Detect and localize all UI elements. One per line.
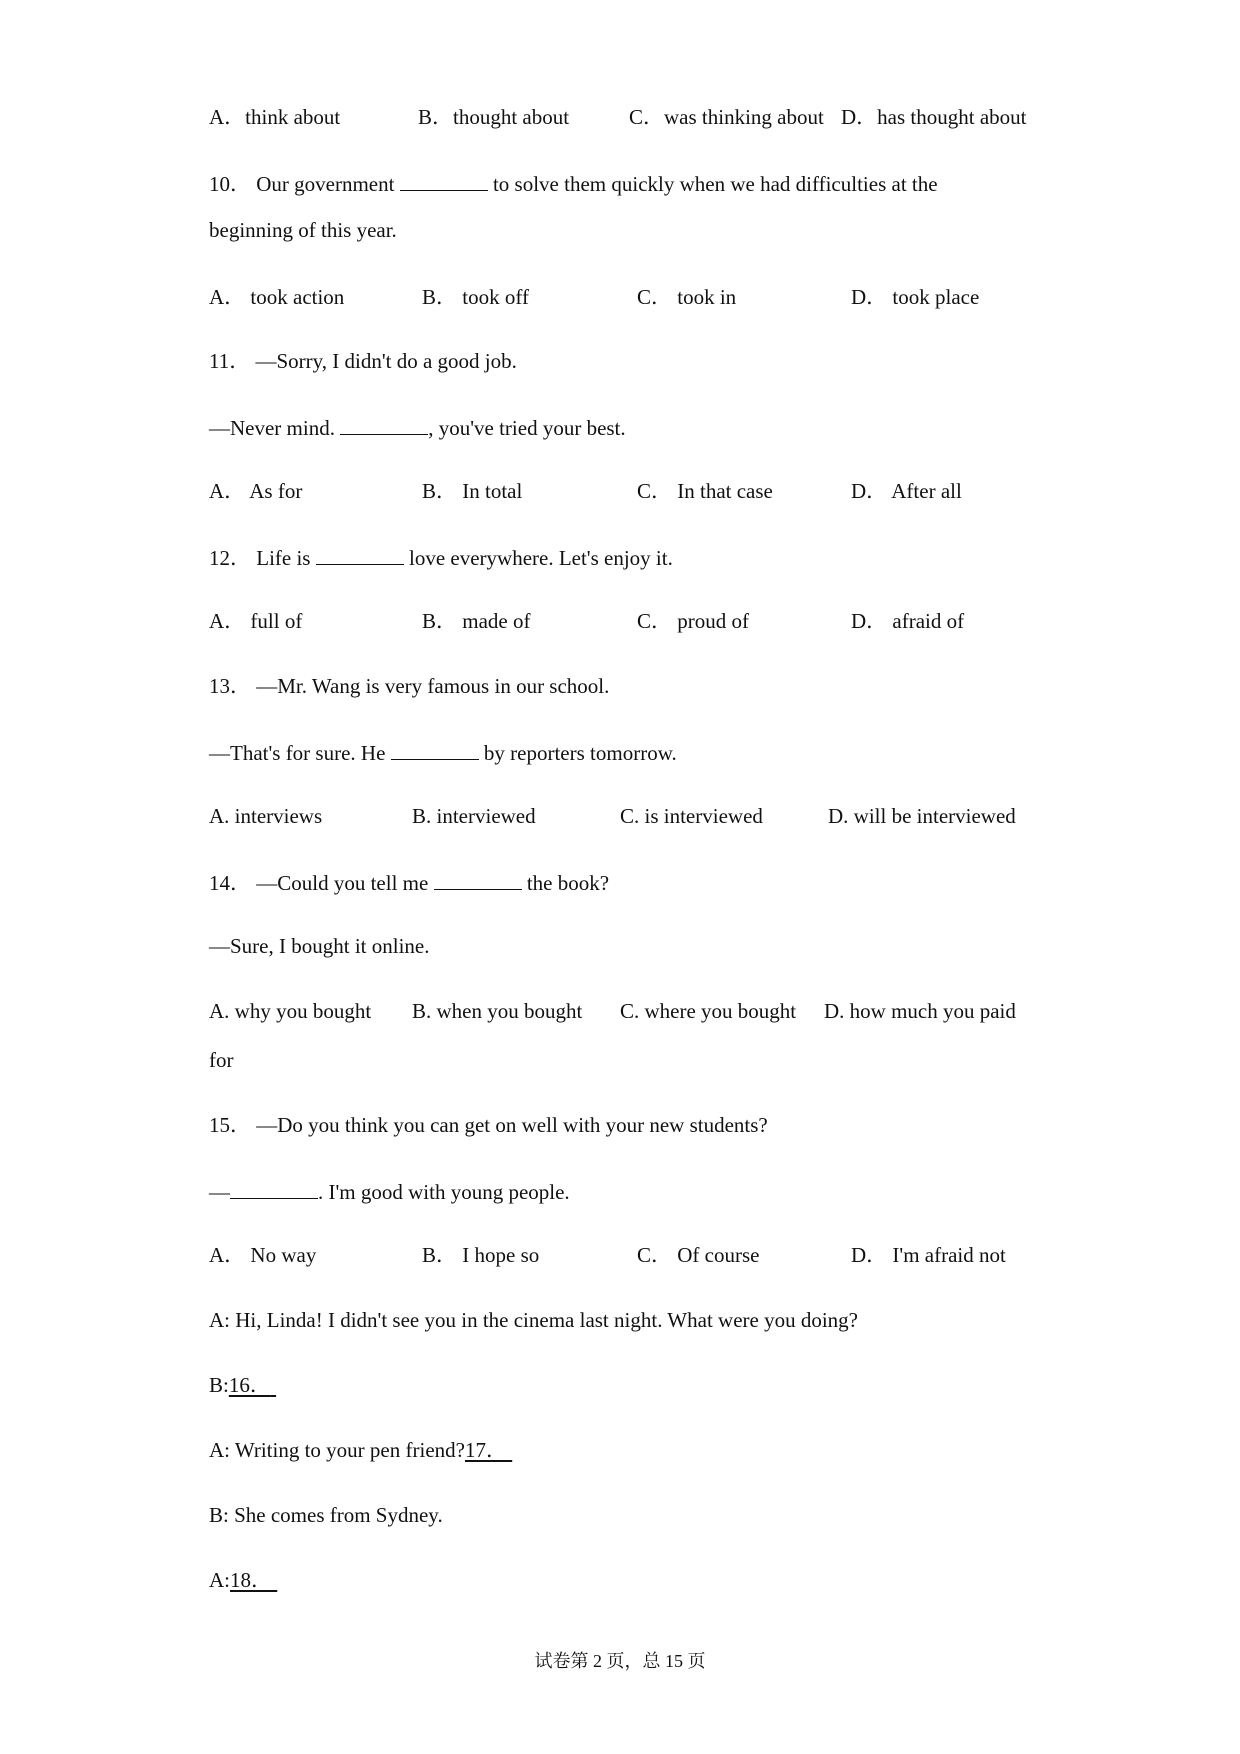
dialogue-line-1: A: Hi, Linda! I didn't see you in the cinema last night. What were you doing? bbox=[209, 1308, 858, 1332]
q15-option-b: B． I hope so bbox=[422, 1243, 540, 1267]
dialogue-blank-18-pad bbox=[272, 1568, 277, 1592]
dialogue-blank-16-pad bbox=[271, 1373, 276, 1397]
q13-option-b: B. interviewed bbox=[412, 804, 536, 828]
q11-reply-after: , you've tried your best. bbox=[428, 416, 626, 440]
dialogue-line-2-prefix: B: bbox=[209, 1373, 229, 1397]
dialogue-line-3-text: A: Writing to your pen friend? bbox=[209, 1438, 465, 1462]
q14-number: 14． bbox=[209, 871, 251, 895]
q13-stem-text: —Mr. Wang is very famous in our school. bbox=[256, 674, 610, 698]
q15-options bbox=[209, 1245, 1039, 1269]
q13-option-c: C. is interviewed bbox=[620, 804, 763, 828]
q13-reply-before: —That's for sure. He bbox=[209, 741, 391, 765]
q10-stem-before: Our government bbox=[256, 172, 400, 196]
q10-option-a: A． took action bbox=[209, 285, 345, 309]
q12-option-b: B． made of bbox=[422, 609, 531, 633]
q10-options bbox=[209, 287, 1039, 311]
q15-reply bbox=[209, 1180, 570, 1203]
q14-option-d-wrap: for bbox=[209, 1048, 234, 1072]
q10-option-b: B． took off bbox=[422, 285, 529, 309]
dialogue-blank-18[interactable]: 18． bbox=[230, 1568, 272, 1592]
q11-reply bbox=[209, 416, 626, 439]
q12-option-d: D． afraid of bbox=[851, 609, 965, 633]
q11-option-a: A． As for bbox=[209, 479, 303, 503]
q14-blank bbox=[434, 871, 522, 890]
dialogue-line-4: B: She comes from Sydney. bbox=[209, 1503, 443, 1527]
q12-stem bbox=[209, 546, 673, 569]
q15-option-d: D． I'm afraid not bbox=[851, 1243, 1006, 1267]
dialogue-blank-17[interactable]: 17． bbox=[464, 1438, 507, 1462]
q13-stem bbox=[209, 676, 609, 697]
q15-stem-text: —Do you think you can get on well with your new students? bbox=[256, 1113, 768, 1137]
q11-blank bbox=[340, 416, 428, 435]
q13-blank bbox=[391, 741, 479, 760]
q15-option-c: C． Of course bbox=[637, 1243, 760, 1267]
q15-stem bbox=[209, 1115, 768, 1136]
q13-option-d: D. will be interviewed bbox=[828, 804, 1016, 828]
q10-stem-line2: beginning of this year. bbox=[209, 218, 397, 242]
q10-option-c: C． took in bbox=[637, 285, 737, 309]
dialogue-blank-17-pad bbox=[507, 1438, 512, 1462]
q12-blank bbox=[316, 546, 404, 565]
q10-stem-after: to solve them quickly when we had difficulties at the bbox=[487, 172, 938, 196]
q13-number: 13． bbox=[209, 674, 251, 698]
q11-reply-before: —Never mind. bbox=[209, 416, 341, 440]
q9-option-d: D．has thought about bbox=[841, 105, 1027, 129]
q11-stem bbox=[209, 351, 517, 372]
q13-reply bbox=[209, 741, 677, 764]
q11-option-b: B． In total bbox=[422, 479, 523, 503]
q10-option-d: D． took place bbox=[851, 285, 980, 309]
dialogue-blank-16[interactable]: 16． bbox=[228, 1373, 271, 1397]
q15-reply-before: — bbox=[209, 1180, 230, 1204]
q12-stem-after: love everywhere. Let's enjoy it. bbox=[403, 546, 673, 570]
q11-number: 11． bbox=[209, 349, 251, 373]
dialogue-line-5 bbox=[209, 1570, 277, 1591]
q12-option-a: A． full of bbox=[209, 609, 303, 633]
q13-option-a: A. interviews bbox=[209, 804, 323, 828]
q14-stem-before: —Could you tell me bbox=[256, 871, 434, 895]
q12-stem-before: Life is bbox=[256, 546, 316, 570]
q14-option-b: B. when you bought bbox=[412, 999, 583, 1023]
q13-options bbox=[209, 806, 1039, 830]
q10-number: 10． bbox=[209, 172, 251, 196]
page-footer: 试卷第 2 页，总 15 页 bbox=[534, 1651, 706, 1671]
q14-option-c: C. where you bought bbox=[620, 999, 797, 1023]
dialogue-line-3 bbox=[209, 1440, 512, 1461]
dialogue-line-5-prefix: A: bbox=[209, 1568, 230, 1592]
q12-options bbox=[209, 611, 1039, 635]
q14-stem-after: the book? bbox=[521, 871, 610, 895]
q15-number: 15． bbox=[209, 1113, 251, 1137]
q14-option-d: D. how much you paid bbox=[824, 999, 1016, 1023]
q14-reply: —Sure, I bought it online. bbox=[209, 934, 430, 958]
q14-stem bbox=[209, 871, 609, 894]
q14-option-a: A. why you bought bbox=[209, 999, 372, 1023]
q11-stem-text: —Sorry, I didn't do a good job. bbox=[255, 349, 517, 373]
q10-stem bbox=[209, 172, 938, 195]
q12-option-c: C． proud of bbox=[637, 609, 749, 633]
q11-option-d: D． After all bbox=[851, 479, 962, 503]
q14-options bbox=[209, 1001, 1039, 1025]
dialogue-line-2 bbox=[209, 1375, 276, 1396]
q12-number: 12． bbox=[209, 546, 251, 570]
q9-option-a: A．think about bbox=[209, 105, 341, 129]
q10-blank bbox=[400, 172, 488, 191]
q15-option-a: A． No way bbox=[209, 1243, 317, 1267]
q13-reply-after: by reporters tomorrow. bbox=[478, 741, 677, 765]
q9-option-c: C．was thinking about bbox=[629, 105, 824, 129]
q11-options bbox=[209, 481, 1039, 505]
q11-option-c: C． In that case bbox=[637, 479, 773, 503]
q15-blank bbox=[230, 1180, 318, 1199]
q15-reply-after: . I'm good with young people. bbox=[318, 1180, 570, 1204]
q9-option-b: B．thought about bbox=[418, 105, 570, 129]
q9-options bbox=[209, 107, 1039, 131]
